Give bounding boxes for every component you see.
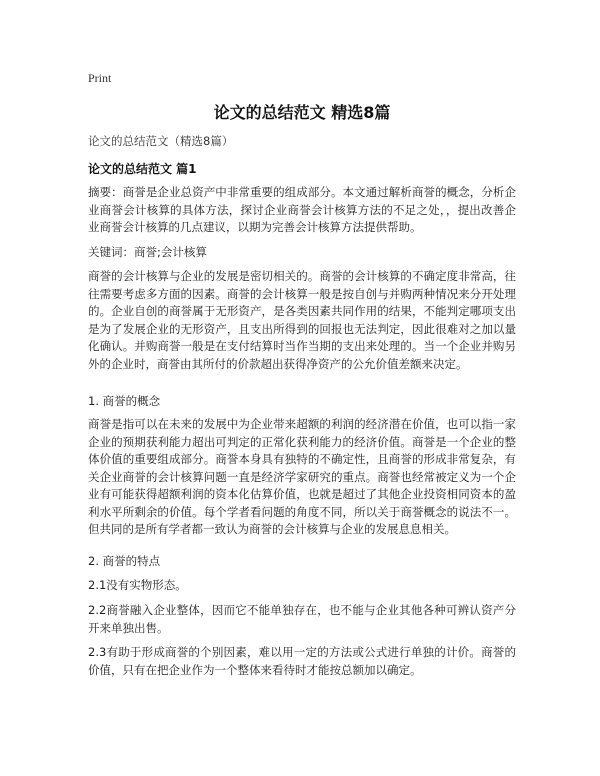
print-label[interactable]: Print [88, 71, 112, 85]
keywords-line: 关键词：商誉;会计核算 [88, 245, 207, 259]
heading-concept: 1. 商誉的概念 [88, 394, 161, 408]
document-title: 论文的总结范文 精选8篇 [213, 103, 391, 122]
section-heading: 论文的总结范文 篇1 [88, 162, 197, 176]
feature-2-3: 2.3有助于形成商誉的个别因素，难以用一定的方法或公式进行单独的计价。商誉的价值，只有在把企业作为一个整体来看待时才能按总额加以确定。 [88, 645, 516, 677]
intro-paragraph: 商誉的会计核算与企业的发展是密切相关的。商誉的会计核算的不确定度非常高，往往需要考虑多方面的因素。商誉的会计核算一般是按自创与并购两种情况来分开处理的。企业自创的商誉属于无形资产，是各类因素共同作用的结果，不能判定哪项支出是为了发展企业的无形资产，且支出所得到的回报也无法判定，因此很难对之加以量化确认。并购商誉一般是在支付结算时当作当期的支出来处理的。当一个企业并购另外的企业时，商誉由其所付的价款超出获得净资产的公允价值差额来决定。 [88, 269, 516, 371]
feature-2-1: 2.1没有实物形态。 [88, 578, 187, 592]
concept-paragraph: 商誉是指可以在未来的发展中为企业带来超额的利润的经济潜在价值，也可以指一家企业的预期获利能力超出可判定的正常化获利能力的经济价值。商誉是一个企业的整体价值的重要组成部分。商誉本身具有独特的不确定性，且商誉的形成非常复杂，有关企业商誉的会计核算问题一直是经济学家研究的重点。商誉也经常被定义为一个企业有可能获得超额利润的资本化估算价值，也就是超过了其他企业投资相同资本的盈利水平所剩余的价值。每个学者看问题的角度不同，所以关于商誉概念的说法不一。但共同的是所有学者都一致认为商誉的会计核算与企业的发展息息相关。 [88, 417, 516, 536]
abstract-paragraph: 摘要：商誉是企业总资产中非常重要的组成部分。本文通过解析商誉的概念，分析企业商誉会计核算的具体方法，探讨企业商誉会计核算方法的不足之处，，提出改善企业商誉会计核算的几点建议，以期为完善会计核算方法提供帮助。 [88, 185, 516, 234]
feature-2-2: 2.2商誉融入企业整体，因而它不能单独存在，也不能与企业其他各种可辨认资产分开来单独出售。 [88, 603, 516, 635]
heading-features: 2. 商誉的特点 [88, 554, 161, 568]
document-subtitle: 论文的总结范文（精选8篇） [88, 134, 234, 148]
